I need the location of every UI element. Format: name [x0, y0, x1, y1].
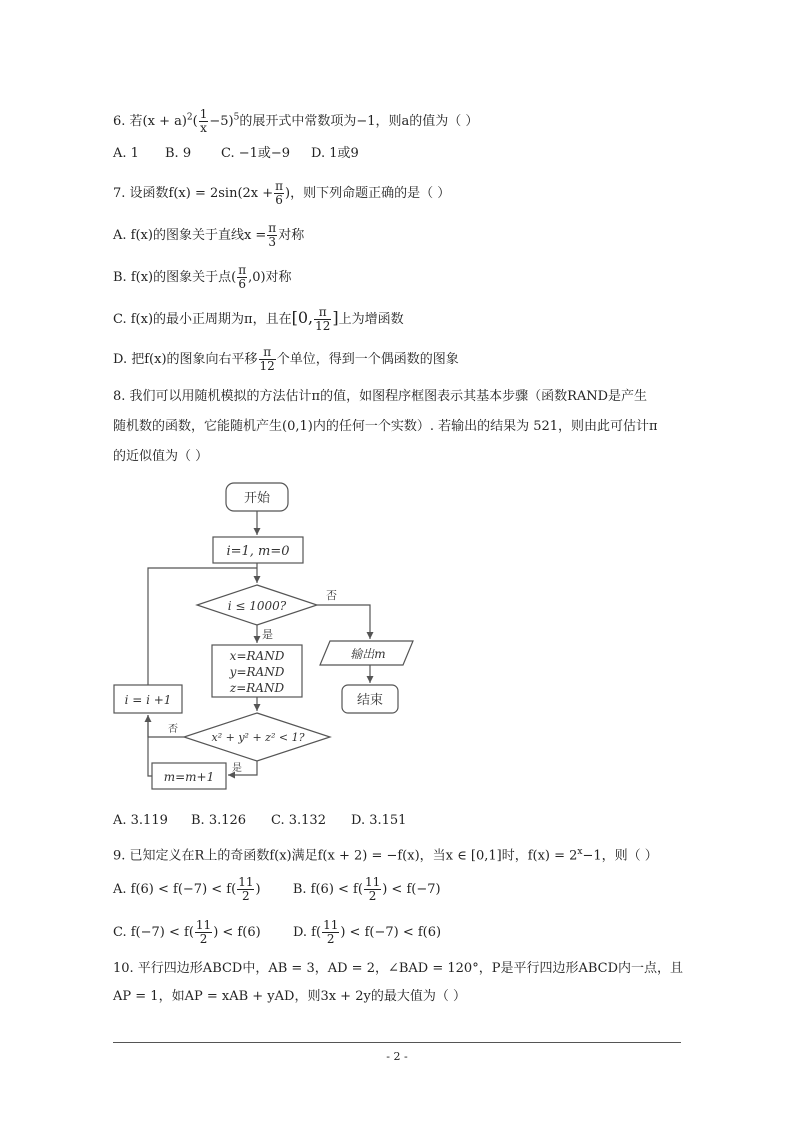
q8-line-1: 8. 我们可以用随机模拟的方法估计π的值，如图程序框图表示其基本步骤（函数RAND是产生	[113, 389, 648, 404]
q6-option-d: D. 1或9	[311, 146, 359, 161]
q7-opt-a-num: π	[268, 221, 277, 235]
q8-line-3: 的近似值为（ ）	[113, 449, 209, 464]
flow-init-label: i=1, m=0	[226, 544, 290, 559]
q7-opt-d-tail: 个单位，得到一个偶函数的图象	[276, 352, 459, 367]
q7-opt-c-fraction	[314, 306, 331, 333]
q8-option-b: B. 3.126	[191, 813, 247, 828]
q7-fraction	[274, 180, 284, 207]
flow-inc-i-label: i = i +1	[124, 693, 172, 707]
flow-no2-branch	[148, 715, 184, 737]
footer-rule	[113, 1042, 681, 1043]
flow-assign-z: z=RAND	[229, 681, 285, 695]
q6-fraction	[199, 108, 209, 135]
q9-opt-b-fraction	[364, 876, 381, 903]
q9-option-d	[292, 918, 442, 946]
q7-text-b: )，则下列命题正确的是（ ）	[285, 186, 451, 201]
q9-options-cd	[113, 919, 441, 946]
flow-assign-x: x=RAND	[229, 649, 285, 663]
q7-opt-a-tail: 对称	[278, 228, 305, 243]
q9-opt-d-den: 2	[326, 932, 335, 946]
q9-opt-d-text: D. f(	[292, 925, 322, 940]
q6-text-c: 的展开式中常数项为−1，则a的值为（ ）	[239, 114, 479, 129]
q9-opt-a-num: 11	[238, 875, 254, 889]
q7-option-c	[113, 306, 404, 333]
q6-frac-den: x	[200, 121, 207, 135]
q9-text-end: −1，则（ ）	[582, 848, 658, 864]
q7-opt-d-den: 12	[259, 359, 275, 373]
program-flowchart	[108, 475, 428, 815]
q9-opt-d-num: 11	[323, 918, 339, 932]
q7-option-d	[113, 346, 459, 373]
q9-opt-a-den: 2	[242, 889, 250, 903]
flow-cond1-label: i ≤ 1000?	[227, 599, 287, 613]
flow-assign-y: y=RAND	[229, 665, 285, 679]
q7-opt-b-text: B. f(x)的图象关于点(	[113, 270, 237, 285]
page-number: - 2 -	[386, 1050, 408, 1063]
q8-option-c: C. 3.132	[271, 813, 326, 828]
question-6-options	[113, 145, 359, 163]
q6-text-b: −5)	[209, 114, 234, 129]
q9-opt-b-num: 11	[364, 875, 381, 889]
q6-frac-num: 1	[199, 107, 208, 121]
q7-opt-c-num: π	[314, 306, 331, 320]
q8-option-d: D. 3.151	[351, 813, 407, 828]
q6-option-b: B. 9	[165, 146, 192, 161]
q6-paren: (	[192, 114, 198, 129]
q9-option-b	[292, 875, 441, 903]
flow-yes1-label: 是	[262, 628, 273, 641]
q9-opt-a-tail: )	[255, 882, 261, 897]
question-9-stem	[113, 843, 658, 865]
q9-opt-d-tail: ) < f(−7) < f(6)	[340, 925, 442, 940]
flow-m-back	[148, 715, 152, 776]
q9-opt-a-fraction	[237, 876, 254, 903]
q9-option-a	[113, 875, 261, 903]
q6-option-a: A. 1	[113, 146, 139, 161]
question-7-stem	[113, 180, 450, 207]
q7-opt-b-num: π	[238, 263, 247, 277]
q7-opt-c-bracket-close: ]	[332, 308, 339, 327]
q7-opt-d-fraction	[259, 346, 276, 373]
q7-opt-d-text: D. 把f(x)的图象向右平移	[113, 352, 258, 367]
q9-text: 9. 已知定义在R上的奇函数f(x)满足f(x + 2) = −f(x)，当x ∈ [0,1]时，f(x) = 2	[113, 848, 578, 864]
q7-opt-b-fraction	[237, 264, 247, 291]
q9-opt-d-fraction	[322, 919, 339, 946]
q7-opt-d-num: π	[259, 346, 276, 360]
q6-exponent-5: 5	[233, 112, 240, 123]
q7-frac-num: π	[275, 179, 284, 193]
q7-opt-c-tail: 上为增函数	[338, 312, 404, 327]
q7-opt-c-text: C. f(x)的最小正周期为π，且在	[113, 312, 292, 327]
q7-opt-b-tail: ,0)对称	[248, 270, 292, 285]
q9-exponent: x	[577, 847, 583, 857]
flow-no2-label: 否	[168, 724, 178, 735]
q10-line-2: AP = 1，如AP = xAB + yAD，则3x + 2y的最大值为（ ）	[113, 989, 466, 1004]
question-8-options	[113, 812, 406, 830]
q7-opt-a-den: 3	[268, 235, 277, 249]
q7-opt-a-fraction	[267, 222, 277, 249]
flow-no1-label: 否	[326, 589, 337, 602]
q8-line-2: 随机数的函数，它能随机产生(0,1)内的任何一个实数）. 若输出的结果为 521，则由此可估计π	[113, 419, 658, 434]
q9-opt-c-tail: ) < f(6)	[213, 925, 261, 940]
q9-option-c	[113, 918, 261, 946]
q6-exponent-2: 2	[186, 112, 193, 123]
q9-opt-a-text: A. f(6) < f(−7) < f(	[113, 882, 237, 897]
q7-opt-a-text: A. f(x)的图象关于直线x =	[113, 228, 267, 243]
q9-opt-c-text: C. f(−7) < f(	[113, 925, 194, 940]
q8-option-a: A. 3.119	[113, 813, 168, 828]
q9-options-ab	[113, 876, 441, 903]
q7-opt-c-den: 12	[315, 319, 331, 333]
q9-opt-b-tail: ) < f(−7)	[382, 882, 441, 897]
q7-opt-c-bracket: [0,	[291, 308, 314, 327]
q6-text-a: 6. 若(x + a)	[113, 114, 187, 129]
q7-text-a: 7. 设函数f(x) = 2sin(2x +	[113, 186, 274, 201]
q9-opt-c-den: 2	[199, 932, 208, 946]
flow-cond2-label: x² + y² + z² < 1?	[211, 731, 305, 744]
q7-opt-b-den: 6	[238, 277, 246, 291]
q9-opt-b-den: 2	[368, 889, 377, 903]
q9-opt-c-num: 11	[195, 918, 212, 932]
flow-inc-m-label: m=m+1	[163, 770, 215, 784]
q6-option-c: C. −1或−9	[221, 146, 291, 161]
q7-option-b	[113, 264, 292, 291]
q9-opt-b-text: B. f(6) < f(	[292, 882, 363, 897]
flow-yes2-label: 是	[232, 763, 242, 774]
q9-opt-c-fraction	[195, 919, 212, 946]
q7-option-a	[113, 222, 304, 249]
flow-start-label: 开始	[243, 491, 271, 506]
q10-line-1: 10. 平行四边形ABCD中，AB = 3，AD = 2，∠BAD = 120°，P是平行四边形ABCD内一点，且	[113, 961, 683, 976]
q7-frac-den: 6	[275, 193, 283, 207]
flow-end-label: 结束	[356, 693, 384, 708]
flow-no-branch	[317, 605, 370, 639]
question-6-stem	[113, 108, 478, 135]
flow-output-label: 输出m	[350, 647, 386, 661]
